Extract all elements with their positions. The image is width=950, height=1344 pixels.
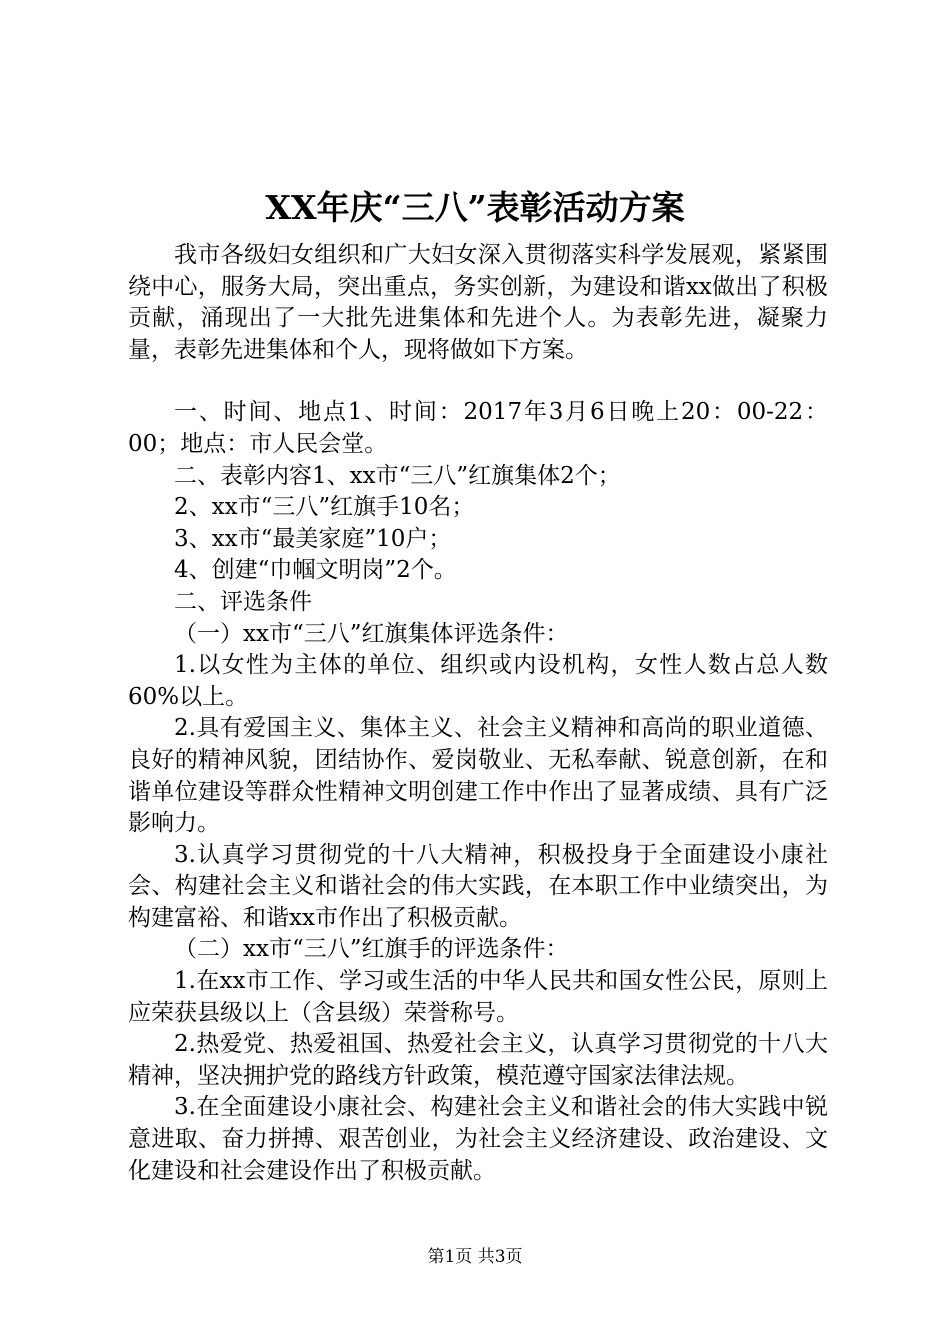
section-time-place: 一、时间、地点1、时间：2017年3月6日晚上20：00-22：00；地点：市人民会堂。 [128, 399, 828, 457]
commendation-item-3: 3、xx市“最美家庭”10户； [174, 525, 452, 552]
document-body [128, 240, 828, 1187]
intro-paragraph: 我市各级妇女组织和广大妇女深入贯彻落实科学发展观，紧紧围绕中心，服务大局，突出重点，务实创新，为建设和谐xx做出了积极贡献，涌现出了一大批先进集体和先进个人。为表彰先进，凝聚力量，表彰先进集体和个人，现将做如下方案。 [128, 242, 828, 363]
collective-criterion-3: 3.认真学习贯彻党的十八大精神，积极投身于全面建设小康社会、构建社会主义和谐社会的伟大实践，在本职工作中业绩突出，为构建富裕、和谐xx市作出了积极贡献。 [128, 841, 828, 931]
collective-criterion-1: 1.以女性为主体的单位、组织或内设机构，女性人数占总人数60%以上。 [128, 652, 828, 710]
commendation-item-2: 2、xx市“三八”红旗手10名； [174, 494, 475, 521]
page-footer: 第1页 共3页 [427, 1247, 523, 1267]
individual-criterion-3: 3.在全面建设小康社会、构建社会主义和谐社会的伟大实践中锐意进取、奋力拼搏、艰苦创业，为社会主义经济建设、政治建设、文化建设和社会建设作出了积极贡献。 [128, 1094, 828, 1184]
paragraph-spacer [128, 366, 828, 397]
document-title: XX年庆“三八”表彰活动方案 [265, 188, 685, 227]
commendation-item-4: 4、创建“巾帼文明岗”2个。 [174, 557, 457, 584]
subsection-individual-criteria: （二）xx市“三八”红旗手的评选条件： [174, 936, 569, 963]
subsection-collective-criteria: （一）xx市“三八”红旗集体评选条件： [174, 620, 569, 647]
section-commendation-content: 二、表彰内容1、xx市“三八”红旗集体2个； [174, 462, 621, 489]
section-selection-criteria: 二、评选条件 [174, 588, 312, 615]
collective-criterion-2: 2.具有爱国主义、集体主义、社会主义精神和高尚的职业道德、良好的精神风貌，团结协作、爱岗敬业、无私奉献、锐意创新，在和谐单位建设等群众性精神文明创建工作中作出了显著成绩、具有广泛影响力。 [128, 715, 828, 837]
individual-criterion-1: 1.在xx市工作、学习或生活的中华人民共和国女性公民，原则上应荣获县级以上（含县级）荣誉称号。 [128, 968, 828, 1026]
individual-criterion-2: 2.热爱党、热爱祖国、热爱社会主义，认真学习贯彻党的十八大精神，坚决拥护党的路线方针政策，模范遵守国家法律法规。 [128, 1031, 828, 1089]
